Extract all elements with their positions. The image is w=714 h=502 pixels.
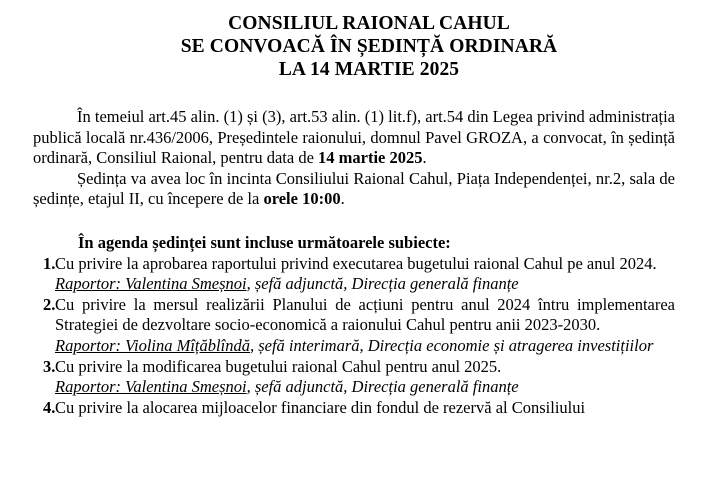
agenda-item-3-number: 3. xyxy=(43,356,56,376)
location-paragraph xyxy=(33,169,675,210)
location-paragraph-text: Ședința va avea loc în incinta Consiliului Raional Cahul, Piața Independenței, nr.2, sala de ședințe, etajul II, cu începere de la xyxy=(33,168,675,209)
intro-paragraph-text: În temeiul art.45 alin. (1) și (3), art.53 alin. (1) lit.f), art.54 din Legea privind administrația publică locală nr.436/2006, Președintele raionului, domnul Pavel GROZA, a convocat, în ședință ordinară, Consiliul Raional, pentru data de xyxy=(33,107,675,168)
agenda-item-1 xyxy=(33,254,675,295)
agenda-item-2 xyxy=(33,295,675,357)
meeting-time: orele 10:00 xyxy=(263,189,341,209)
document-title xyxy=(33,12,675,81)
agenda-heading: În agenda ședinței sunt incluse următoarele subiecte: xyxy=(78,232,451,252)
agenda-item-2-raportor-name: Raportor: Violina Mîțăblîndă xyxy=(55,335,250,355)
agenda-item-1-raportor-title: , șefă adjunctă, Direcția generală finanțe xyxy=(246,274,519,294)
agenda-item-2-raportor-title: , șefă interimară, Direcția economie și atragerea investițiilor xyxy=(249,335,654,355)
agenda-item-3 xyxy=(33,357,675,398)
agenda-item-1-raportor-name: Raportor: Valentina Smeșnoi xyxy=(55,274,247,294)
title-line-3: LA 14 MARTIE 2025 xyxy=(278,59,460,80)
intro-paragraph xyxy=(33,107,675,169)
agenda-item-3-raportor xyxy=(55,377,675,398)
agenda-item-3-raportor-title: , șefă adjunctă, Direcția generală finanțe xyxy=(246,377,519,397)
agenda-item-4-number: 4. xyxy=(43,397,56,417)
agenda-item-2-text: Cu privire la mersul realizării Planului de acțiuni pentru anul 2024 întru implementarea Strategiei de dezvoltare socio-economică a raionului Cahul pentru anii 2023-2030. xyxy=(55,294,675,335)
agenda-item-3-text: Cu privire la modificarea bugetului raional Cahul pentru anul 2025. xyxy=(55,356,502,376)
meeting-date: 14 martie 2025 xyxy=(318,148,423,168)
agenda-item-4 xyxy=(33,398,675,419)
title-line-1: CONSILIUL RAIONAL CAHUL xyxy=(228,13,510,34)
agenda-item-1-text: Cu privire la aprobarea raportului privind executarea bugetului raional Cahul pe anul 2024. xyxy=(55,253,657,273)
agenda-list xyxy=(33,254,675,419)
agenda-item-2-raportor xyxy=(55,336,675,357)
agenda-item-2-number: 2. xyxy=(43,294,56,314)
location-paragraph-end: . xyxy=(340,189,345,209)
agenda-item-4-text: Cu privire la alocarea mijloacelor financiare din fondul de rezervă al Consiliului xyxy=(55,397,586,417)
agenda-item-3-raportor-name: Raportor: Valentina Smeșnoi xyxy=(55,377,247,397)
agenda-item-1-number: 1. xyxy=(43,253,56,273)
intro-paragraph-end: . xyxy=(422,148,427,168)
agenda-item-1-raportor xyxy=(55,274,675,295)
title-line-2: SE CONVOACĂ ÎN ȘEDINȚĂ ORDINARĂ xyxy=(180,36,558,57)
